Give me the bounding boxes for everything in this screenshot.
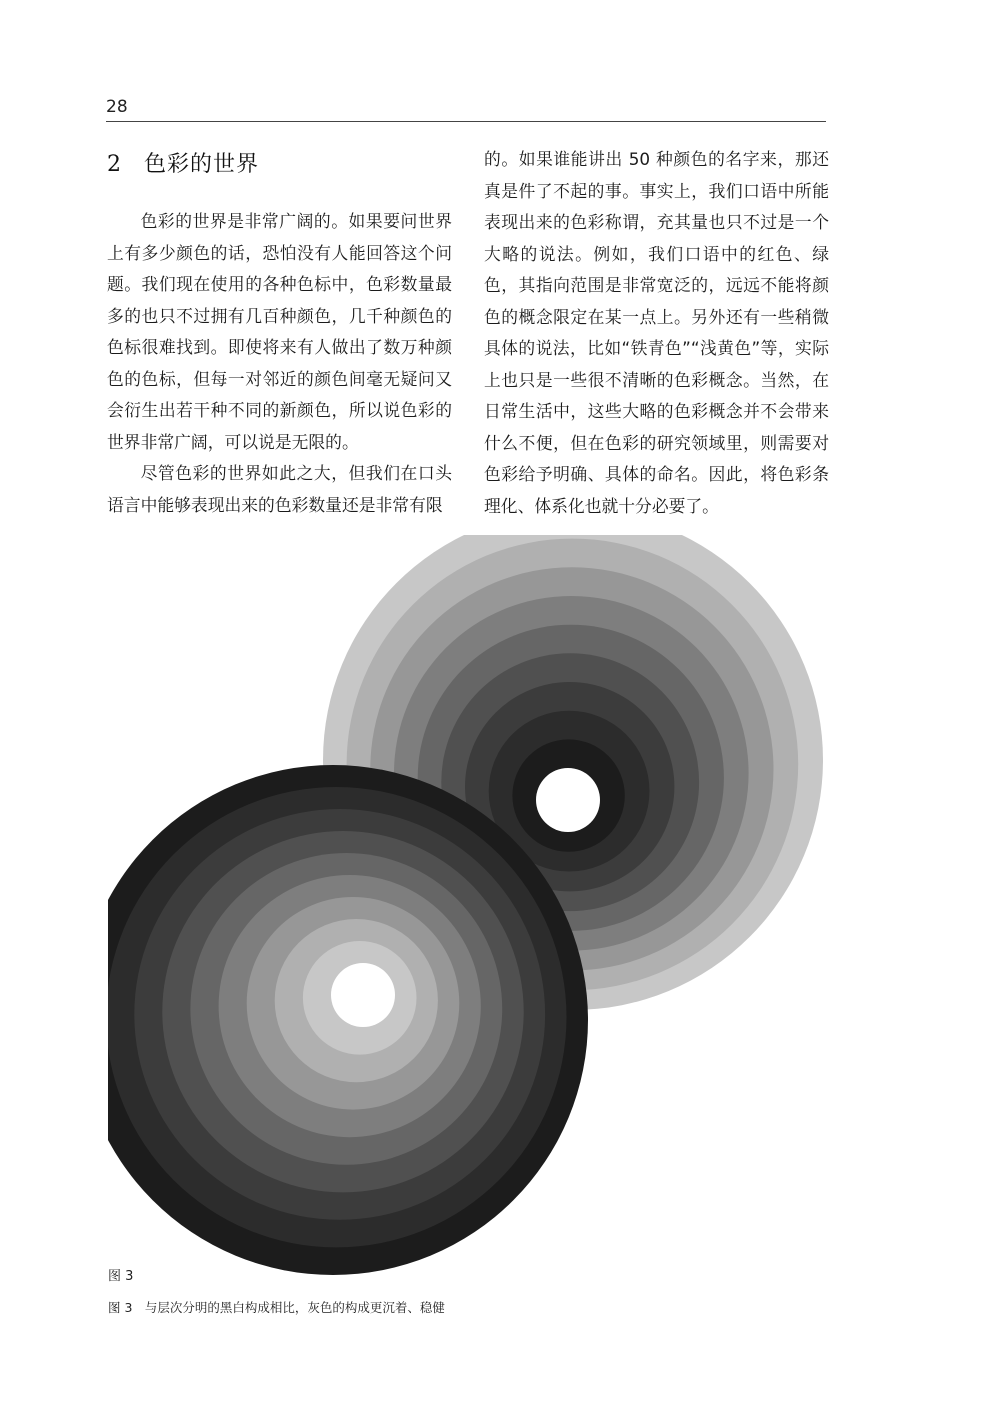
page-number: 28 xyxy=(106,97,128,117)
left-column xyxy=(107,206,452,521)
section-title: 色彩的世界 xyxy=(144,152,260,177)
paragraph: 色彩的世界是非常广阔的。如果要问世界上有多少颜色的话，恐怕没有人能回答这个问题。我们现在使用的各种色标中，色彩数量最多的也只不过拥有几百种颜色，几千种颜色的色标很难找到。即使将来有人做出了数万种颜色的色标，但每一对邻近的颜色间毫无疑问又会衍生出若干种不同的新颜色，所以说色彩的世界非常广阔，可以说是无限的。 xyxy=(107,211,452,452)
header-rule xyxy=(106,121,826,122)
figure-label: 图 3 xyxy=(108,1269,134,1284)
section-number: 2 xyxy=(107,152,122,177)
paragraph: 的。如果谁能讲出 50 种颜色的名字来，那还真是件了不起的事。事实上，我们口语中所能表现出来的色彩称谓，充其量也只不过是一个大略的说法。例如，我们口语中的红色、绿色，其指向范围是非常宽泛的，远远不能将颜色的概念限定在某一点上。另外还有一些稍微具体的说法，比如“铁青色”“浅黄色”等，实际上也只是一些很不清晰的色彩概念。当然，在日常生活中，这些大略的色彩概念并不会带来什么不便，但在色彩的研究领域里，则需要对色彩给予明确、具体的命名。因此，将色彩条理化、体系化也就十分必要了。 xyxy=(484,149,829,516)
figure-gray-rings xyxy=(108,535,848,1275)
ring-center-hole xyxy=(331,963,395,1027)
ring-center-hole xyxy=(536,768,600,832)
section-heading xyxy=(107,147,259,178)
right-column xyxy=(484,144,829,522)
figure-caption: 图 3 与层次分明的黑白构成相比，灰色的构成更沉着、稳健 xyxy=(108,1300,445,1315)
paragraph: 尽管色彩的世界如此之大，但我们在口头语言中能够表现出来的色彩数量还是非常有限 xyxy=(107,463,452,515)
